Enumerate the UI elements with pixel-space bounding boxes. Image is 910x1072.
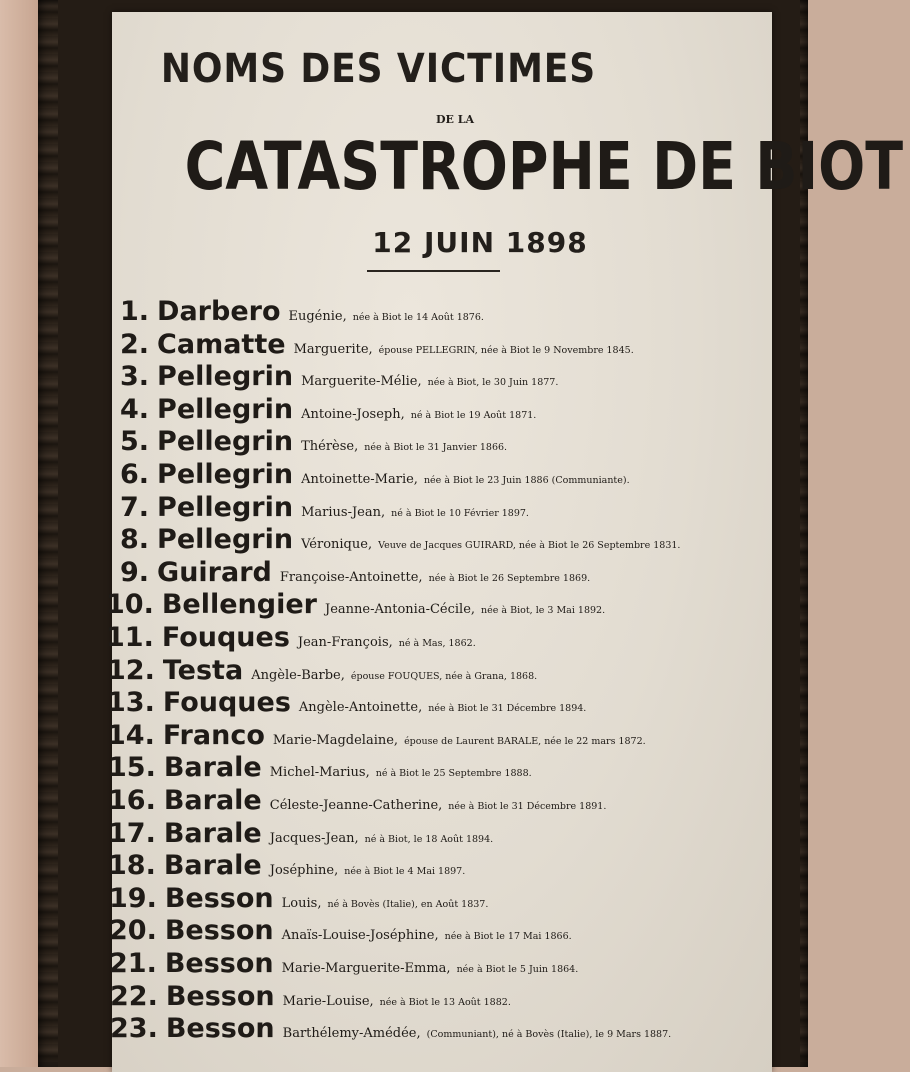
poster-title-line2: DE LA — [435, 113, 475, 126]
victim-given-names: Antoine-Joseph, — [301, 407, 405, 422]
victim-number: 8. — [120, 524, 150, 555]
victim-surname: Testa — [162, 655, 244, 686]
victim-number: 11. — [106, 622, 154, 653]
victim-entry — [108, 850, 465, 883]
victim-birth-details: Veuve de Jacques GUIRARD, née à Biot le 26 Septembre 1831. — [378, 540, 681, 551]
victim-number: 17. — [108, 818, 156, 849]
victim-entry — [120, 426, 507, 459]
victim-given-names: Angèle-Barbe, — [251, 668, 345, 683]
victim-birth-details: épouse FOUQUES, née à Grana, 1868. — [350, 671, 538, 682]
victim-number: 20. — [109, 915, 157, 946]
victim-number: 13. — [107, 687, 155, 718]
victim-given-names: Antoinette-Marie, — [301, 472, 418, 487]
victim-entry — [109, 915, 572, 948]
victim-birth-details: (Communiant), né à Bovès (Italie), le 9 Mars 1887. — [426, 1029, 672, 1040]
title-divider — [367, 270, 500, 272]
victim-birth-details: née à Biot, le 3 Mai 1892. — [481, 605, 606, 616]
victim-entry — [106, 622, 476, 655]
victim-entry — [120, 329, 634, 362]
victim-surname: Besson — [164, 883, 274, 914]
victim-birth-details: née à Biot le 31 Janvier 1866. — [364, 442, 508, 453]
victim-number: 4. — [120, 394, 150, 425]
victim-surname: Darbero — [157, 296, 281, 327]
victim-given-names: Marie-Louise, — [282, 994, 374, 1009]
victim-birth-details: née à Biot le 4 Mai 1897. — [344, 866, 466, 877]
victim-number: 14. — [107, 720, 155, 751]
victim-birth-details: née à Biot le 31 Décembre 1891. — [448, 801, 607, 812]
victim-given-names: Angèle-Antoinette, — [298, 700, 423, 715]
victim-number: 12. — [107, 655, 155, 686]
victim-entry — [120, 296, 484, 329]
victim-given-names: Jacques-Jean, — [269, 831, 359, 846]
victim-surname: Camatte — [157, 329, 286, 360]
victim-birth-details: née à Biot le 5 Juin 1864. — [456, 964, 579, 975]
victim-surname: Pellegrin — [157, 459, 294, 490]
victim-birth-details: née à Biot le 26 Septembre 1869. — [428, 573, 591, 584]
victim-given-names: Véronique, — [301, 537, 373, 552]
victim-given-names: Marguerite, — [293, 342, 373, 357]
victim-surname: Besson — [165, 1013, 275, 1044]
victim-number: 7. — [120, 492, 150, 523]
victim-number: 1. — [120, 296, 150, 327]
victim-entry — [110, 1013, 671, 1046]
victim-surname: Franco — [162, 720, 265, 751]
poster-date: 12 JUIN 1898 — [372, 226, 588, 259]
victim-number: 16. — [108, 785, 156, 816]
victim-surname: Besson — [165, 981, 275, 1012]
victim-surname: Guirard — [157, 557, 272, 588]
victim-entry — [120, 459, 630, 492]
victim-surname: Barale — [163, 785, 262, 816]
victim-number: 2. — [120, 329, 150, 360]
victim-given-names: Marie-Magdelaine, — [272, 733, 399, 748]
victim-birth-details: né à Biot le 19 Août 1871. — [410, 410, 537, 421]
victim-birth-details: né à Biot le 10 Février 1897. — [391, 508, 529, 519]
victim-entry — [109, 883, 488, 916]
victim-number: 23. — [110, 1013, 158, 1044]
victim-number: 18. — [108, 850, 156, 881]
victim-birth-details: née à Biot le 13 Août 1882. — [379, 997, 511, 1008]
victim-entry — [107, 655, 537, 688]
victim-number: 22. — [110, 981, 158, 1012]
victim-entry — [120, 394, 536, 427]
victim-entry — [107, 687, 586, 720]
victim-given-names: Jean-François, — [297, 635, 393, 650]
victim-number: 10. — [106, 589, 154, 620]
victim-given-names: Michel-Marius, — [269, 765, 370, 780]
victim-given-names: Jeanne-Antonia-Cécile, — [325, 602, 476, 617]
victim-given-names: Françoise-Antoinette, — [279, 570, 423, 585]
victim-number: 3. — [120, 361, 150, 392]
victim-entry — [108, 785, 606, 818]
victim-given-names: Marie-Marguerite-Emma, — [281, 961, 451, 976]
victim-birth-details: épouse de Laurent BARALE, née le 22 mars 1872. — [404, 736, 646, 747]
victim-surname: Pellegrin — [157, 426, 294, 457]
victim-surname: Pellegrin — [157, 394, 294, 425]
victim-number: 6. — [120, 459, 150, 490]
victim-given-names: Joséphine, — [269, 863, 339, 878]
victim-birth-details: épouse PELLEGRIN, née à Biot le 9 Novembre 1845. — [378, 345, 634, 356]
victim-given-names: Louis, — [281, 896, 322, 911]
victim-birth-details: né à Mas, 1862. — [398, 638, 476, 649]
victim-birth-details: née à Biot le 23 Juin 1886 (Communiante). — [423, 475, 630, 486]
victim-given-names: Marguerite-Mélie, — [301, 374, 422, 389]
victim-surname: Fouques — [161, 622, 290, 653]
victim-number: 5. — [120, 426, 150, 457]
victim-birth-details: né à Biot, le 18 Août 1894. — [364, 834, 494, 845]
victim-entry — [120, 524, 680, 557]
victim-entry — [120, 557, 590, 590]
victim-surname: Barale — [163, 818, 262, 849]
victim-given-names: Barthélemy-Amédée, — [282, 1026, 421, 1041]
victim-entry — [108, 818, 493, 851]
victim-surname: Fouques — [162, 687, 291, 718]
victim-birth-details: née à Biot le 14 Août 1876. — [352, 312, 484, 323]
victim-number: 19. — [109, 883, 157, 914]
victim-birth-details: née à Biot le 17 Mai 1866. — [444, 931, 572, 942]
victim-birth-details: née à Biot le 31 Décembre 1894. — [428, 703, 587, 714]
victim-surname: Pellegrin — [157, 361, 294, 392]
victim-entry — [106, 589, 605, 622]
victim-given-names: Eugénie, — [288, 309, 347, 324]
victim-surname: Besson — [164, 948, 274, 979]
poster-title-line3: CATASTROPHE DE BIOT — [184, 128, 904, 205]
victim-surname: Besson — [164, 915, 274, 946]
victim-entry — [107, 720, 646, 753]
victim-surname: Pellegrin — [157, 492, 294, 523]
victim-number: 9. — [120, 557, 150, 588]
poster-title-line1: NOMS DES VICTIMES — [160, 46, 597, 92]
victim-surname: Bellengier — [161, 589, 317, 620]
victim-birth-details: née à Biot, le 30 Juin 1877. — [427, 377, 559, 388]
victim-entry — [120, 492, 529, 525]
victim-entry — [108, 752, 532, 785]
victim-surname: Barale — [163, 752, 262, 783]
victim-surname: Barale — [163, 850, 262, 881]
victim-number: 21. — [109, 948, 157, 979]
victim-given-names: Marius-Jean, — [301, 505, 386, 520]
victim-birth-details: né à Biot le 25 Septembre 1888. — [375, 768, 532, 779]
victim-given-names: Céleste-Jeanne-Catherine, — [269, 798, 443, 813]
victim-birth-details: né à Bovès (Italie), en Août 1837. — [327, 899, 489, 910]
victim-number: 15. — [108, 752, 156, 783]
victim-surname: Pellegrin — [157, 524, 294, 555]
victim-given-names: Anaïs-Louise-Joséphine, — [281, 928, 439, 943]
victim-entry — [110, 981, 511, 1014]
victim-given-names: Thérèse, — [301, 439, 359, 454]
victim-entry — [109, 948, 578, 981]
victim-entry — [120, 361, 558, 394]
